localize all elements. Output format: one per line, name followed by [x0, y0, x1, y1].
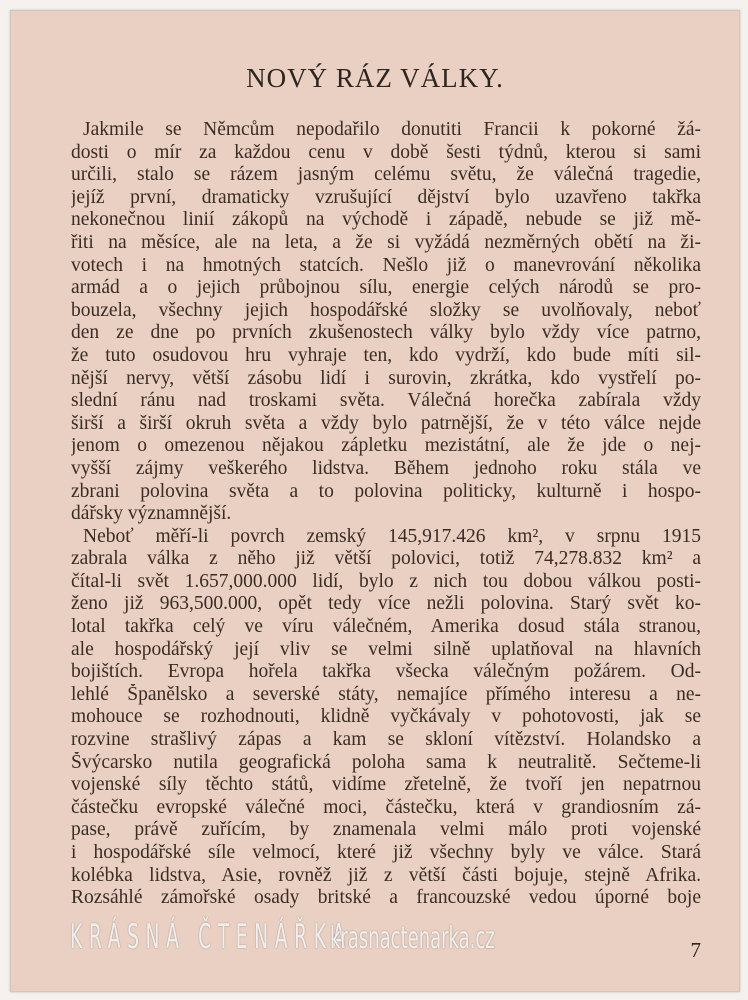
- text-line: čítal-li svět 1.657,000.000 lidí, bylo z nich tou dobou válkou posti-: [71, 570, 701, 592]
- text-line: votech i na hmotných statcích. Nešlo již o manevrování několika: [71, 254, 701, 276]
- text-line: částečku evropské válečné moci, částečku, která v grandiosním zá-: [71, 796, 701, 818]
- text-line: ženo již 963,500.000, opět tedy více nežli polovina. Starý svět ko-: [71, 593, 701, 615]
- text-line: řiti na měsíce, ale na leta, a že si vyžádá nezměrných obětí na ži-: [71, 231, 701, 253]
- text-line: vyšší zájmy veškerého lidstva. Během jednoho roku stála ve: [71, 457, 701, 479]
- text-line: Švýcarsko nutila geografická poloha sama k neutralitě. Sečteme-li: [71, 751, 701, 773]
- text-line: lotal takřka celý ve víru válečném, Amerika dosud stála stranou,: [71, 616, 701, 638]
- page-number: 7: [690, 938, 701, 962]
- text-line: Neboť měří-li povrch zemský 145,917.426 km², v srpnu 1915: [83, 525, 701, 547]
- text-line: určili, stalo se rázem jasným celému světu, že válečná tragedie,: [71, 164, 701, 186]
- text-line: kolébka lidstva, Asie, rovněž již z větší části bojuje, stejně Afrika.: [71, 864, 701, 886]
- watermark-url: krasnactenarka.cz: [330, 921, 495, 956]
- text-line: že tuto osudovou hru vyhraje ten, kdo vydrží, kdo bude míti sil-: [71, 344, 701, 366]
- text-line: lehlé Španělsko a severské státy, nemajíce přímého interesu a ne-: [71, 683, 701, 705]
- text-line: slední ránu nad troskami světa. Válečná horečka zabírala vždy: [71, 390, 701, 412]
- book-page: [10, 10, 740, 992]
- text-line: nější nervy, větší zásobu lidí i surovin, zkrátka, kdo vystřelí po-: [71, 367, 701, 389]
- text-line: mohouce se rozhodnouti, klidně vyčkávaly v pohotovosti, jak se: [71, 706, 701, 728]
- text-line: vojenské síly těchto států, vidíme zřetelně, že tvoří jen nepatrnou: [71, 774, 701, 796]
- text-line: bojištích. Evropa hořela takřka všecka válečným požárem. Od-: [71, 661, 701, 683]
- chapter-title: NOVÝ RÁZ VÁLKY.: [246, 63, 504, 93]
- text-line: dářsky významnější.: [71, 503, 232, 525]
- text-line: bouzela, všechny jejich hospodářské složky se uvolňovaly, neboť: [71, 299, 701, 321]
- text-line: Rozsáhlé zámořské osady britské a francouzské vedou úporné boje: [71, 887, 701, 909]
- text-line: širší a širší okruh světa a vždy bylo patrnější, že v této válce nejde: [71, 412, 701, 434]
- text-line: armád a o jejich průbojnou sílu, energie celých národů se pro-: [71, 277, 701, 299]
- text-line: i hospodářské síle velmocí, které již všechny byly ve válce. Stará: [71, 842, 701, 863]
- text-line: jejíž první, dramaticky vzrušující dějství bylo uzavřeno takřka: [71, 186, 701, 208]
- text-line: dosti o mír za každou cenu v době šesti týdnů, kterou si sami: [71, 141, 701, 163]
- text-line: jenom o omezenou nějakou zápletku mezistátní, ale že jde o nej-: [71, 435, 701, 457]
- text-line: zabrala válka z něho již větší polovici, totiž 74,278.832 km² a: [71, 548, 701, 570]
- text-line: rozvine strašlivý zápas a kam se skloní vítězství. Holandsko a: [71, 729, 701, 751]
- text-line: nekonečnou linií zákopů na východě i západě, nebude se již mě-: [71, 209, 701, 231]
- text-line: den ze dne po prvních zkušenostech války bylo vždy více patrno,: [71, 322, 701, 344]
- text-line: ale hospodářský její vliv se velmi silně uplatňoval na hlavních: [71, 638, 701, 660]
- watermark-logo: KRÁSNÁ ČTENÁŘKA: [70, 917, 352, 957]
- text-line: pase, právě zuřícím, by znamenala velmi málo proti vojenské: [71, 819, 701, 841]
- text-line: Jakmile se Němcům nepodařilo donutiti Francii k pokorné žá-: [83, 119, 701, 140]
- text-line: zbrani polovina světa a to polovina politicky, kulturně i hospo-: [71, 480, 701, 502]
- body-text: [71, 119, 701, 910]
